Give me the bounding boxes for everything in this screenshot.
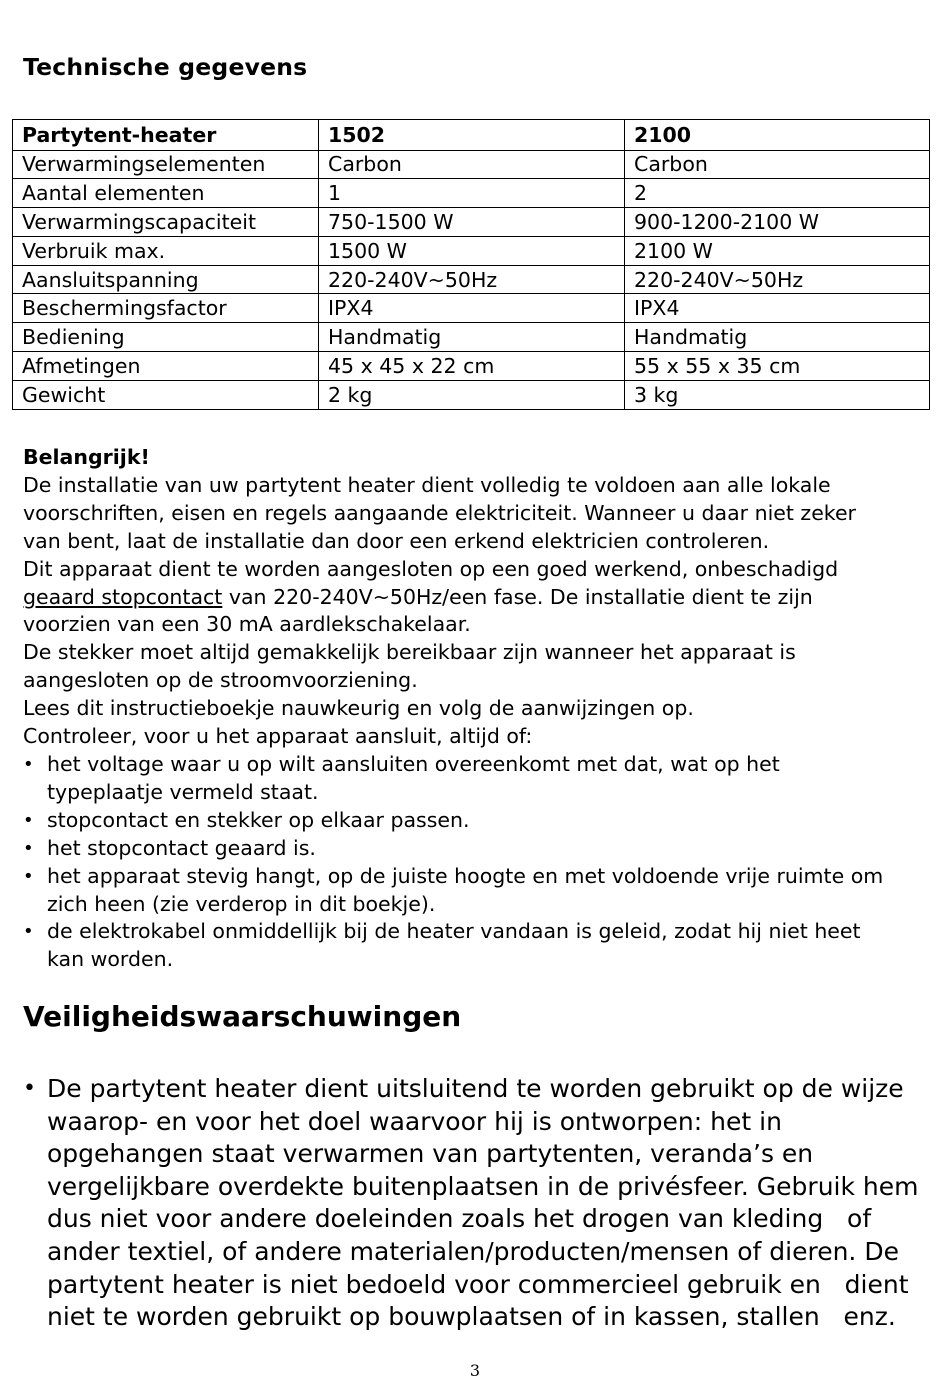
bullet-icon: • xyxy=(23,1076,36,1101)
text-line: De stekker moet altijd gemakkelijk bereikbaar zijn wanneer het apparaat is xyxy=(23,640,796,665)
text-line: voorzien van een 30 mA aardlekschakelaar. xyxy=(23,612,471,637)
table-cell: Afmetingen xyxy=(13,352,319,381)
text-line: opgehangen staat verwarmen van partytenten, veranda’s en xyxy=(47,1139,814,1169)
table-cell: Aansluitspanning xyxy=(13,265,319,294)
text-line: stopcontact en stekker op elkaar passen. xyxy=(47,807,470,832)
table-cell: 2 xyxy=(625,179,930,208)
table-cell: 220-240V~50Hz xyxy=(319,265,625,294)
text-line: het voltage waar u op wilt aansluiten overeenkomt met dat, wat op het xyxy=(47,751,780,776)
table-cell: 3 kg xyxy=(625,380,930,409)
bullet-icon: • xyxy=(23,921,34,943)
text-line: partytent heater is niet bedoeld voor commercieel gebruik en dient xyxy=(47,1269,909,1299)
text-line: niet te worden gebruikt op bouwplaatsen of in kassen, stallen enz. xyxy=(47,1302,896,1332)
table-cell: Verwarmingselementen xyxy=(13,150,319,179)
header-cell: Partytent-heater xyxy=(13,120,319,151)
table-cell: Carbon xyxy=(625,150,930,179)
table-cell: Handmatig xyxy=(625,323,930,352)
table-cell: Beschermingsfactor xyxy=(13,294,319,323)
table-cell: Carbon xyxy=(319,150,625,179)
text-line: Lees dit instructieboekje nauwkeurig en volg de aanwijzingen op. xyxy=(23,696,694,721)
text-line: typeplaatje vermeld staat. xyxy=(47,779,319,804)
table-cell: 2100 W xyxy=(625,236,930,265)
text-line: voorschriften, eisen en regels aangaande elektriciteit. Wanneer u daar niet zeker xyxy=(23,500,856,525)
table-cell: 900-1200-2100 W xyxy=(625,208,930,237)
safety-list xyxy=(23,1073,928,1334)
underlined-text: geaard stopcontact xyxy=(23,584,223,609)
important-title: Belangrijk! xyxy=(23,445,150,469)
checklist xyxy=(23,751,928,974)
table-cell: Handmatig xyxy=(319,323,625,352)
text-line: De installatie van uw partytent heater dient volledig te voldoen aan alle lokale xyxy=(23,472,831,497)
text-line: Controleer, voor u het apparaat aansluit, altijd of: xyxy=(23,724,533,749)
text-line: het stopcontact geaard is. xyxy=(47,835,316,860)
text-line: het apparaat stevig hangt, op de juiste hoogte en met voldoende vrije ruimte om xyxy=(47,863,884,888)
text-line: de elektrokabel onmiddellijk bij de heater vandaan is geleid, zodat hij niet heet xyxy=(47,919,861,944)
text-line: vergelijkbare overdekte buitenplaatsen in de privésfeer. Gebruik hem xyxy=(47,1171,919,1201)
header-cell: 1502 xyxy=(319,120,625,151)
table-cell: IPX4 xyxy=(319,294,625,323)
text-line: Dit apparaat dient te worden aangesloten op een goed werkend, onbeschadigd xyxy=(23,556,839,581)
table-row xyxy=(13,150,930,179)
text-line: aangesloten op de stroomvoorziening. xyxy=(23,668,418,693)
bullet-icon: • xyxy=(23,865,34,887)
text-line: De partytent heater dient uitsluitend te worden gebruikt op de wijze xyxy=(47,1074,904,1103)
spec-table xyxy=(12,119,930,410)
text-line xyxy=(23,584,928,612)
list-item xyxy=(23,1073,928,1334)
text-line: dus niet voor andere doeleinden zoals het drogen van kleding of xyxy=(47,1204,872,1234)
list-item xyxy=(23,807,928,835)
bullet-icon: • xyxy=(23,837,34,859)
table-row xyxy=(13,323,930,352)
table-row xyxy=(13,294,930,323)
text-line: van bent, laat de installatie dan door een erkend elektricien controleren. xyxy=(23,528,770,553)
text-line: kan worden. xyxy=(47,947,174,972)
text-span: van 220-240V~50Hz/een fase. De installatie dient te zijn xyxy=(222,584,813,609)
bullet-icon: • xyxy=(23,753,34,775)
table-cell: 220-240V~50Hz xyxy=(625,265,930,294)
text-line: waarop- en voor het doel waarvoor hij is ontworpen: het in xyxy=(47,1106,782,1136)
table-cell: 1500 W xyxy=(319,236,625,265)
table-header-row xyxy=(13,120,930,151)
list-item xyxy=(23,751,928,807)
text-line: ander textiel, of andere materialen/producten/mensen of dieren. De xyxy=(47,1236,899,1266)
table-row xyxy=(13,208,930,237)
important-notes xyxy=(23,444,928,974)
table-cell: Verbruik max. xyxy=(13,236,319,265)
table-cell: Aantal elementen xyxy=(13,179,319,208)
table-cell: 45 x 45 x 22 cm xyxy=(319,352,625,381)
list-item xyxy=(23,918,928,974)
table-row xyxy=(13,380,930,409)
bullet-icon: • xyxy=(23,809,34,831)
list-item xyxy=(23,835,928,863)
table-cell: 2 kg xyxy=(319,380,625,409)
table-row xyxy=(13,265,930,294)
safety-warnings xyxy=(23,1073,928,1334)
table-cell: 55 x 55 x 35 cm xyxy=(625,352,930,381)
table-row xyxy=(13,352,930,381)
table-cell: 750-1500 W xyxy=(319,208,625,237)
table-cell: Gewicht xyxy=(13,380,319,409)
table-cell: Verwarmingscapaciteit xyxy=(13,208,319,237)
list-item xyxy=(23,863,928,919)
table-row xyxy=(13,236,930,265)
text-line: zich heen (zie verderop in dit boekje). xyxy=(47,891,436,916)
table-cell: IPX4 xyxy=(625,294,930,323)
header-cell: 2100 xyxy=(625,120,930,151)
section-title-technical-data: Technische gegevens xyxy=(23,53,308,81)
page-number: 3 xyxy=(469,1361,481,1380)
table-row xyxy=(13,179,930,208)
section-title-safety: Veiligheidswaarschuwingen xyxy=(23,1000,462,1033)
table-cell: 1 xyxy=(319,179,625,208)
table-cell: Bediening xyxy=(13,323,319,352)
